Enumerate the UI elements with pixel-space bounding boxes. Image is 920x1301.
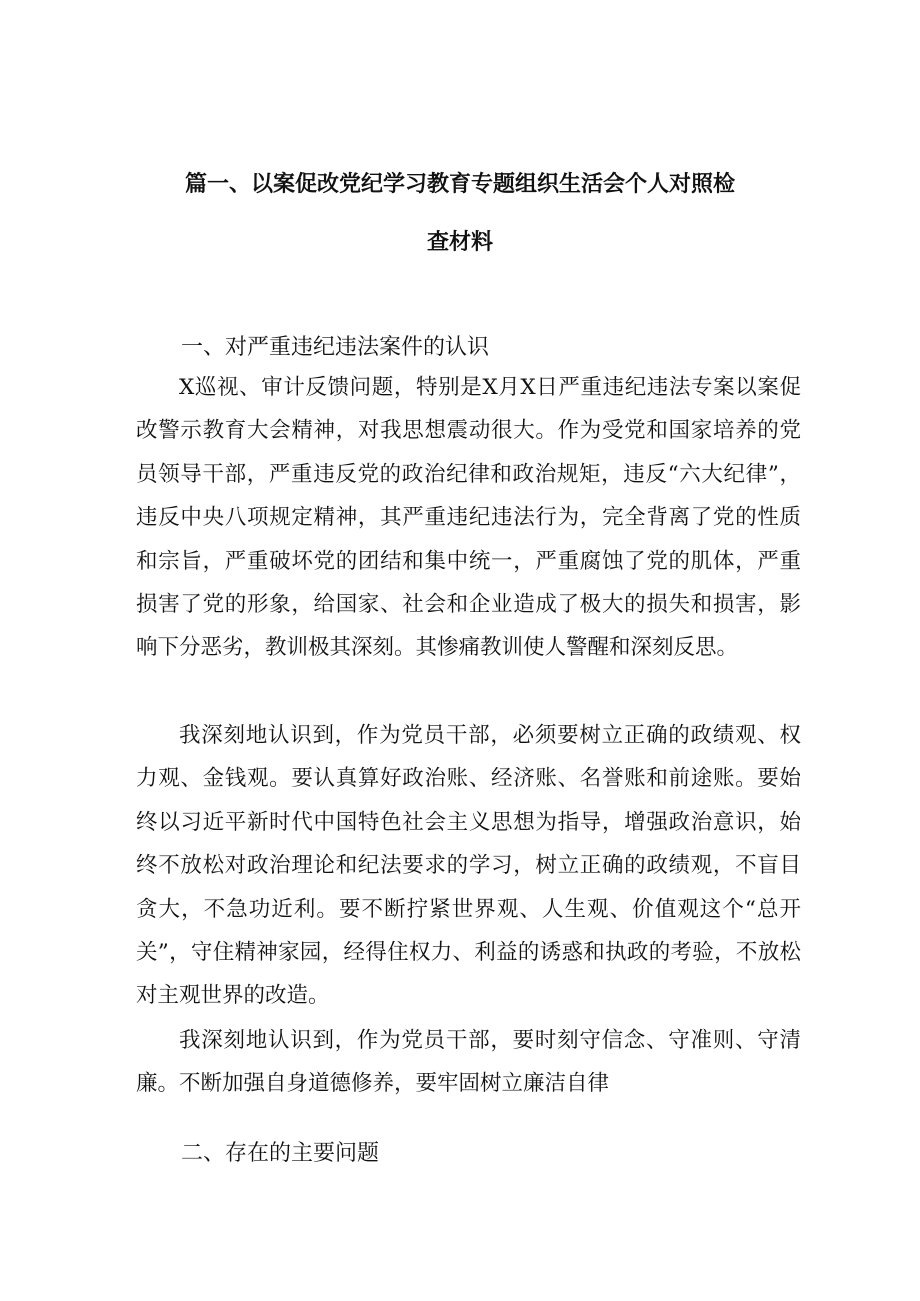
- section-1-paragraph-2: 我深刻地认识到，作为党员干部，必须要树立正确的政绩观、权力观、金钱观。要认真算好政治账、经济账、名誉账和前途账。要始终以习近平新时代中国特色社会主义思想为指导，增强政治意识，始终不放松对政治理论和纪法要求的学习，树立正确的政绩观，不盲目贪大，不急功近利。要不断拧紧世界观、人生观、价值观这个“总开关”，守住精神家园，经得住权力、利益的诱惑和执政的考验，不放松对主观世界的改造。: [136, 723, 801, 1009]
- section-2-heading: 二、存在的主要问题: [181, 1141, 380, 1166]
- section-1-paragraph-3: 我深刻地认识到，作为党员干部，要时刻守信念、守准则、守清廉。不断加强自身道德修养，要牢固树立廉洁自律: [136, 1028, 801, 1097]
- document-title-line-1: 篇一、以案促改党纪学习教育专题组织生活会个人对照检: [184, 172, 735, 197]
- section-1-heading: 一、对严重违纪违法案件的认识: [181, 335, 490, 360]
- section-1-paragraph-1: X巡视、审计反馈问题，特别是X月X日严重违纪违法专案以案促改警示教育大会精神，对我思想震动很大。作为受党和国家培养的党员领导干部，严重违反党的政治纪律和政治规矩，违反“六大纪律”，违反中央八项规定精神，其严重违纪违法行为，完全背离了党的性质和宗旨，严重破坏党的团结和集中统一，严重腐蚀了党的肌体，严重损害了党的形象，给国家、社会和企业造成了极大的损失和损害，影响下分恶劣，教训极其深刻。其惨痛教训使人警醒和深刻反思。: [136, 375, 801, 661]
- document-title-line-2: 查材料: [426, 230, 493, 255]
